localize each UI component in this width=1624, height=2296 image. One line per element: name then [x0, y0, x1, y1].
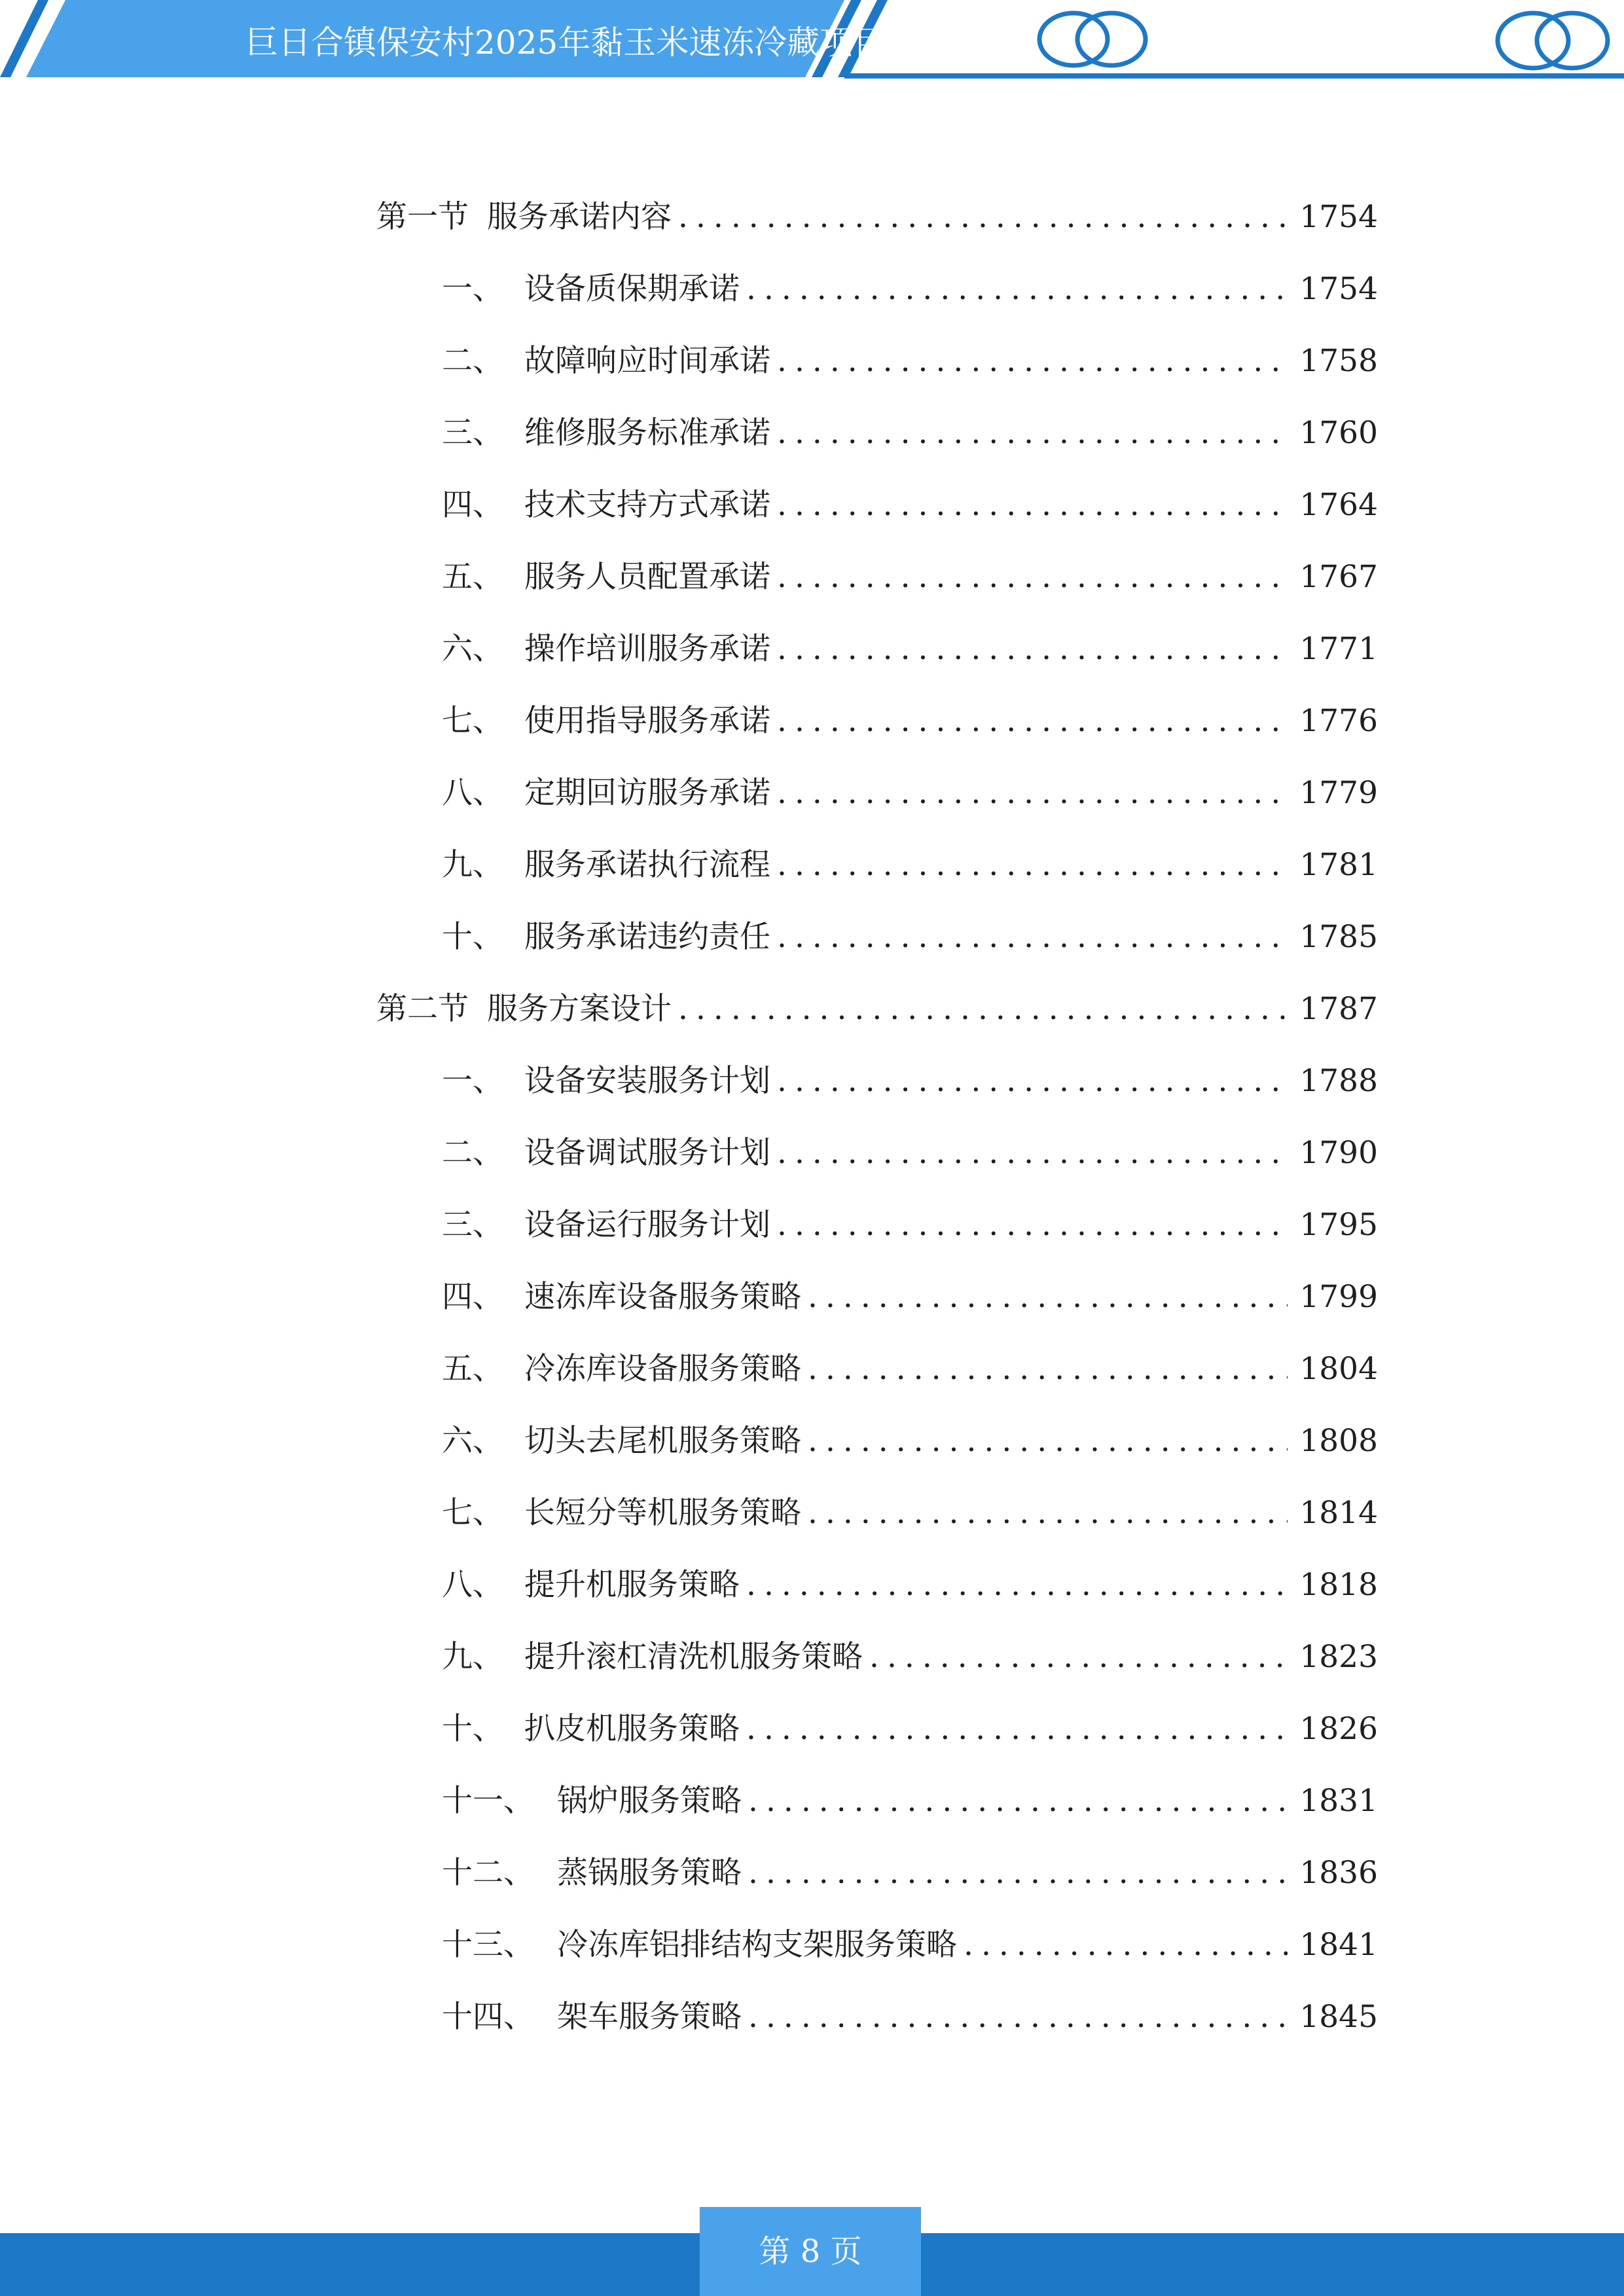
toc-entry-label: 锅炉服务策略	[557, 1783, 742, 1819]
toc-entry-label: 设备安装服务计划	[524, 1063, 770, 1099]
toc-entry-number: 四、	[442, 1279, 503, 1315]
toc-leader-dots	[869, 1634, 1288, 1680]
toc-leader-dots	[777, 626, 1288, 672]
header-title: 巨日合镇保安村2025年黏玉米速冻冷藏项目	[245, 24, 886, 62]
toc-subsection-entry[interactable]	[442, 554, 1378, 600]
toc-subsection-entry[interactable]	[442, 1778, 1378, 1824]
toc-subsection-entry[interactable]	[442, 842, 1378, 888]
toc-entry-page: 1795	[1299, 1207, 1378, 1243]
toc-entry-page: 1808	[1299, 1423, 1378, 1459]
toc-leader-dots	[808, 1274, 1288, 1320]
toc-leader-dots	[746, 266, 1288, 312]
toc-entry-number: 四、	[442, 487, 503, 523]
page-number: 第 8 页	[700, 2207, 921, 2296]
toc-leader-dots	[777, 1058, 1288, 1104]
toc-entry-page: 1814	[1299, 1495, 1378, 1531]
toc-entry-number: 一、	[442, 271, 503, 307]
toc-entry-label: 操作培训服务承诺	[524, 631, 770, 667]
toc-entry-label: 蒸锅服务策略	[557, 1855, 742, 1891]
toc-entry-number: 一、	[442, 1063, 503, 1099]
toc-leader-dots	[746, 1706, 1288, 1752]
toc-entry-number: 二、	[442, 1135, 503, 1171]
toc-entry-page: 1818	[1299, 1567, 1378, 1603]
toc-leader-dots	[808, 1346, 1288, 1392]
toc-entry-label: 故障响应时间承诺	[524, 343, 770, 379]
toc-entry-label: 设备运行服务计划	[524, 1207, 770, 1243]
toc-leader-dots	[777, 554, 1288, 600]
toc-entry-label: 设备调试服务计划	[524, 1135, 770, 1171]
toc-leader-dots	[964, 1922, 1288, 1968]
toc-subsection-entry[interactable]	[442, 1274, 1378, 1320]
toc-subsection-entry[interactable]	[442, 1418, 1378, 1464]
toc-entry-page: 1790	[1299, 1135, 1378, 1171]
toc-entry-number: 十三、	[442, 1927, 534, 1963]
toc-entry-page: 1823	[1299, 1639, 1378, 1675]
toc-entry-page: 1779	[1299, 775, 1378, 811]
toc-entry-number: 六、	[442, 1423, 503, 1459]
toc-entry-label: 维修服务标准承诺	[524, 415, 770, 451]
toc-entry-label: 冷冻库铝排结构支架服务策略	[557, 1927, 957, 1963]
toc-entry-number: 第一节	[376, 199, 469, 235]
toc-entry-page: 1804	[1299, 1351, 1378, 1387]
toc-subsection-entry[interactable]	[442, 1850, 1378, 1896]
toc-subsection-entry[interactable]	[442, 1202, 1378, 1248]
toc-entry-label: 服务承诺执行流程	[524, 847, 770, 883]
toc-entry-page: 1799	[1299, 1279, 1378, 1315]
toc-entry-page: 1758	[1299, 343, 1378, 379]
toc-subsection-entry[interactable]	[442, 482, 1378, 528]
toc-leader-dots	[678, 194, 1288, 240]
toc-subsection-entry[interactable]	[442, 770, 1378, 816]
toc-entry-page: 1754	[1299, 271, 1378, 307]
toc-subsection-entry[interactable]	[442, 1058, 1378, 1104]
toc-entry-label: 冷冻库设备服务策略	[524, 1351, 801, 1387]
toc-subsection-entry[interactable]	[442, 1634, 1378, 1680]
toc-leader-dots	[777, 914, 1288, 960]
toc-entry-number: 五、	[442, 1351, 503, 1387]
toc-entry-page: 1841	[1299, 1927, 1378, 1963]
toc-entry-number: 十四、	[442, 1999, 534, 2035]
toc-entry-number: 九、	[442, 1639, 503, 1675]
toc-leader-dots	[748, 1850, 1288, 1896]
toc-subsection-entry[interactable]	[442, 1994, 1378, 2040]
toc-subsection-entry[interactable]	[442, 1562, 1378, 1608]
toc-leader-dots	[678, 986, 1288, 1032]
toc-section-entry[interactable]	[376, 194, 1378, 240]
toc-leader-dots	[746, 1562, 1288, 1608]
toc-entry-number: 第二节	[376, 991, 469, 1027]
toc-subsection-entry[interactable]	[442, 626, 1378, 672]
toc-subsection-entry[interactable]	[442, 1922, 1378, 1968]
toc-subsection-entry[interactable]	[442, 410, 1378, 456]
toc-leader-dots	[748, 1994, 1288, 2040]
toc-entry-label: 提升机服务策略	[524, 1567, 740, 1603]
toc-entry-label: 服务人员配置承诺	[524, 559, 770, 595]
toc-entry-label: 速冻库设备服务策略	[524, 1279, 801, 1315]
toc-entry-number: 五、	[442, 559, 503, 595]
toc-subsection-entry[interactable]	[442, 266, 1378, 312]
toc-subsection-entry[interactable]	[442, 1706, 1378, 1752]
toc-entry-page: 1760	[1299, 415, 1378, 451]
toc-entry-label: 提升滚杠清洗机服务策略	[524, 1639, 863, 1675]
toc-entry-page: 1754	[1299, 199, 1378, 235]
toc-entry-label: 定期回访服务承诺	[524, 775, 770, 811]
toc-entry-page: 1767	[1299, 559, 1378, 595]
toc-entry-label: 架车服务策略	[557, 1999, 742, 2035]
toc-entry-number: 二、	[442, 343, 503, 379]
toc-subsection-entry[interactable]	[442, 914, 1378, 960]
toc-entry-label: 切头去尾机服务策略	[524, 1423, 801, 1459]
toc-entry-page: 1788	[1299, 1063, 1378, 1099]
toc-leader-dots	[777, 338, 1288, 384]
toc-entry-label: 扒皮机服务策略	[524, 1711, 740, 1747]
toc-entry-number: 七、	[442, 1495, 503, 1531]
toc-entry-label: 使用指导服务承诺	[524, 703, 770, 739]
toc-entry-number: 十二、	[442, 1855, 534, 1891]
toc-leader-dots	[777, 1202, 1288, 1248]
toc-leader-dots	[777, 698, 1288, 744]
toc-leader-dots	[808, 1490, 1288, 1536]
toc-entry-number: 九、	[442, 847, 503, 883]
toc-entry-page: 1836	[1299, 1855, 1378, 1891]
toc-entry-number: 十、	[442, 1711, 503, 1747]
toc-entry-page: 1845	[1299, 1999, 1378, 2035]
toc-entry-page: 1771	[1299, 631, 1378, 667]
toc-entry-page: 1781	[1299, 847, 1378, 883]
toc-entry-number: 三、	[442, 415, 503, 451]
toc-leader-dots	[777, 1130, 1288, 1176]
toc-leader-dots	[808, 1418, 1288, 1464]
toc-entry-page: 1787	[1299, 991, 1378, 1027]
toc-entry-page: 1826	[1299, 1711, 1378, 1747]
toc-leader-dots	[777, 410, 1288, 456]
toc-leader-dots	[777, 842, 1288, 888]
toc-entry-page: 1831	[1299, 1783, 1378, 1819]
toc-leader-dots	[777, 770, 1288, 816]
toc-leader-dots	[748, 1778, 1288, 1824]
toc-entry-number: 十、	[442, 919, 503, 955]
toc-leader-dots	[777, 482, 1288, 528]
toc-subsection-entry[interactable]	[442, 1490, 1378, 1536]
toc-entry-number: 八、	[442, 1567, 503, 1603]
toc-subsection-entry[interactable]	[442, 1346, 1378, 1392]
toc-entry-number: 八、	[442, 775, 503, 811]
page-header	[0, 0, 1624, 85]
toc-entry-label: 长短分等机服务策略	[524, 1495, 801, 1531]
toc-entry-number: 七、	[442, 703, 503, 739]
toc-entry-label: 技术支持方式承诺	[524, 487, 770, 523]
toc-entry-page: 1764	[1299, 487, 1378, 523]
toc-section-entry[interactable]	[376, 986, 1378, 1032]
toc-entry-label: 服务承诺违约责任	[524, 919, 770, 955]
double-ring-logo-icon	[1498, 13, 1608, 68]
toc-entry-label: 服务方案设计	[487, 991, 672, 1027]
toc-entry-label: 服务承诺内容	[487, 199, 672, 235]
toc-subsection-entry[interactable]	[442, 338, 1378, 384]
toc-entry-label: 设备质保期承诺	[524, 271, 740, 307]
toc-entry-number: 六、	[442, 631, 503, 667]
toc-entry-page: 1785	[1299, 919, 1378, 955]
header-ghost-logo-icon	[1039, 13, 1146, 65]
header-rule	[844, 73, 1624, 79]
toc-entry-number: 十一、	[442, 1783, 534, 1819]
toc-subsection-entry[interactable]	[442, 698, 1378, 744]
toc-subsection-entry[interactable]	[442, 1130, 1378, 1176]
toc-entry-number: 三、	[442, 1207, 503, 1243]
toc-entry-page: 1776	[1299, 703, 1378, 739]
